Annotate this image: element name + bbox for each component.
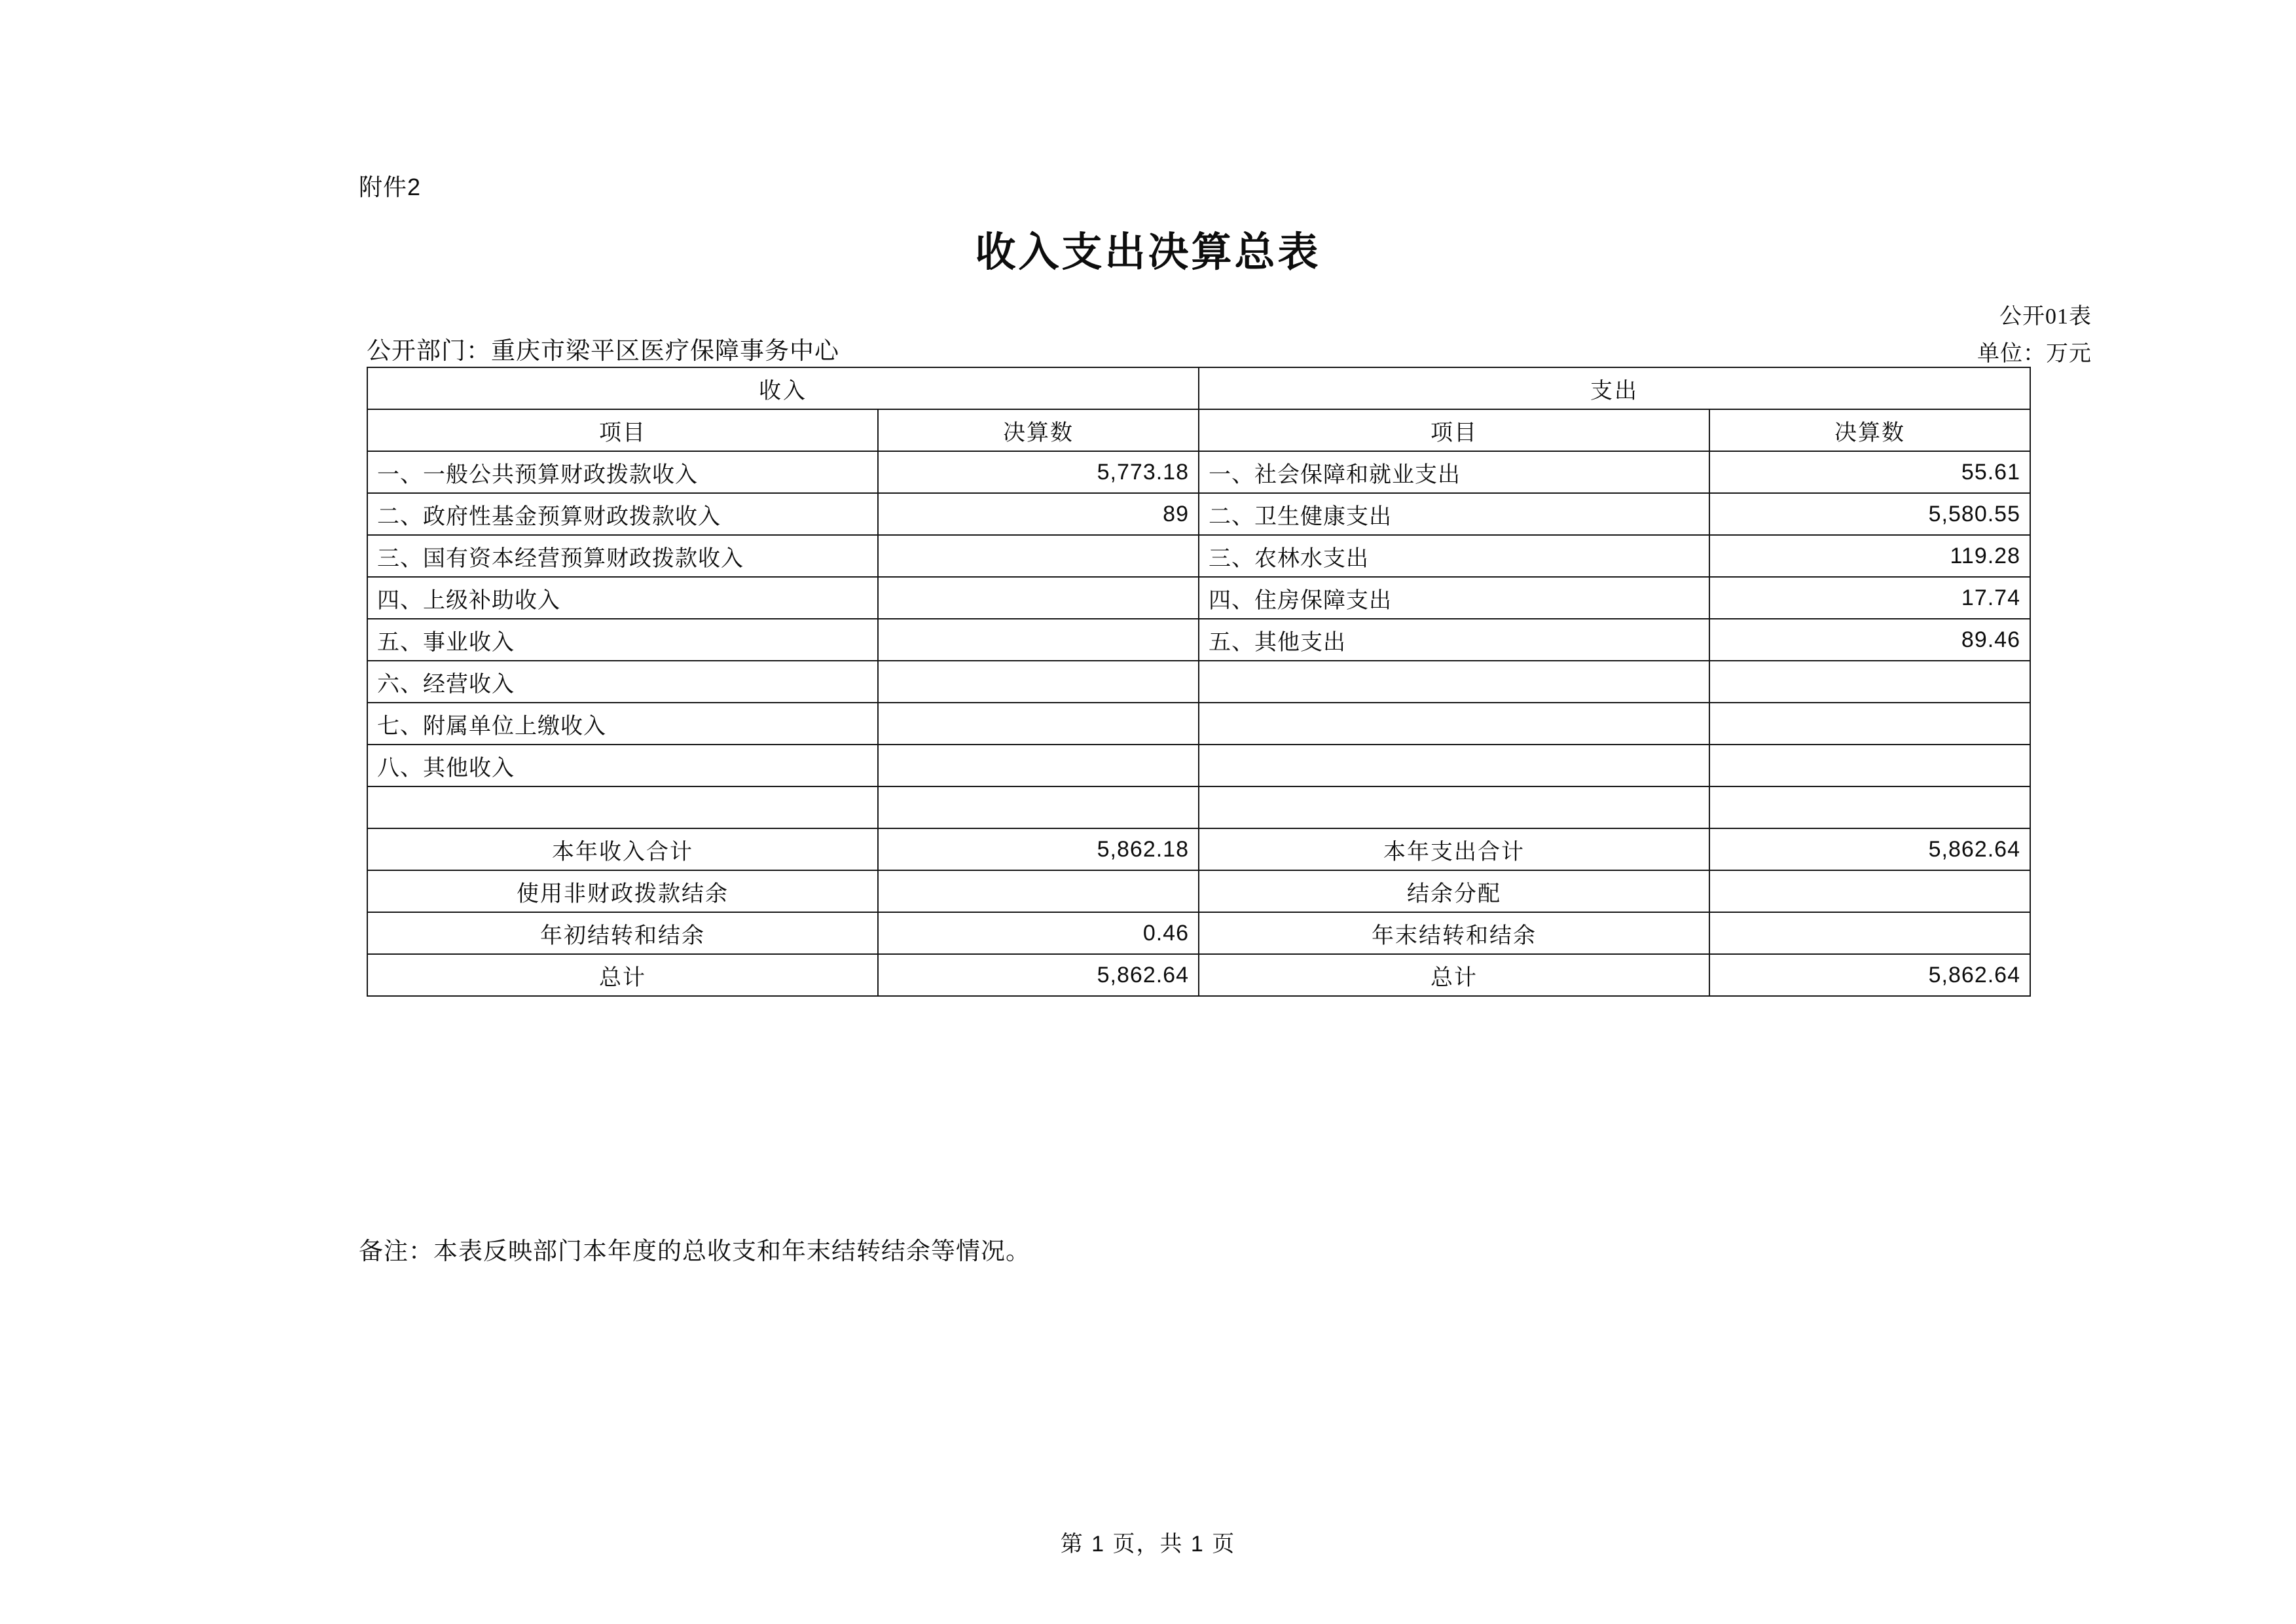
cell-income-item (367, 786, 878, 828)
department-line: 公开部门：重庆市梁平区医疗保障事务中心 (367, 337, 839, 364)
table-row (367, 870, 2030, 912)
cell-income-item: 五、事业收入 (367, 619, 878, 661)
table-row (367, 577, 2030, 619)
attachment-label: 附件2 (359, 174, 422, 200)
column-header-expenditure-item: 项目 (1199, 409, 1709, 451)
table-row (367, 661, 2030, 703)
cell-expenditure-item: 结余分配 (1199, 870, 1709, 912)
budget-table (367, 367, 2031, 997)
cell-income-item: 八、其他收入 (367, 745, 878, 786)
table-row (367, 786, 2030, 828)
column-header-income-item: 项目 (367, 409, 878, 451)
cell-expenditure-item: 本年支出合计 (1199, 828, 1709, 870)
table-row (367, 745, 2030, 786)
cell-income-value (878, 577, 1199, 619)
cell-expenditure-item: 四、住房保障支出 (1199, 577, 1709, 619)
cell-expenditure-value (1709, 870, 2030, 912)
table-row (367, 703, 2030, 745)
group-header-income: 收入 (367, 367, 1199, 409)
table-row (367, 828, 2030, 870)
cell-expenditure-item: 三、农林水支出 (1199, 535, 1709, 577)
cell-expenditure-value: 5,862.64 (1709, 828, 2030, 870)
cell-income-item: 使用非财政拨款结余 (367, 870, 878, 912)
cell-income-item: 四、上级补助收入 (367, 577, 878, 619)
column-header-income-value: 决算数 (878, 409, 1199, 451)
remark-text: 备注：本表反映部门本年度的总收支和年末结转结余等情况。 (359, 1238, 1030, 1264)
table-group-header-row (367, 367, 2030, 409)
cell-expenditure-value (1709, 703, 2030, 745)
cell-income-value (878, 703, 1199, 745)
group-header-expenditure: 支出 (1199, 367, 2030, 409)
cell-expenditure-item: 一、社会保障和就业支出 (1199, 451, 1709, 493)
cell-income-value (878, 535, 1199, 577)
cell-expenditure-value (1709, 912, 2030, 954)
cell-expenditure-value: 5,580.55 (1709, 493, 2030, 535)
cell-expenditure-item (1199, 786, 1709, 828)
column-header-expenditure-value: 决算数 (1709, 409, 2030, 451)
table-row (367, 954, 2030, 996)
cell-income-item: 三、国有资本经营预算财政拨款收入 (367, 535, 878, 577)
cell-expenditure-item: 五、其他支出 (1199, 619, 1709, 661)
cell-income-item: 七、附属单位上缴收入 (367, 703, 878, 745)
cell-expenditure-value: 89.46 (1709, 619, 2030, 661)
cell-expenditure-item (1199, 745, 1709, 786)
sheet-code-label: 公开01表 (1999, 304, 2092, 329)
cell-expenditure-item: 总计 (1199, 954, 1709, 996)
cell-expenditure-item (1199, 661, 1709, 703)
cell-income-item: 二、政府性基金预算财政拨款收入 (367, 493, 878, 535)
page-footer: 第 1 页，共 1 页 (1060, 1532, 1236, 1557)
cell-income-value: 89 (878, 493, 1199, 535)
cell-expenditure-value (1709, 661, 2030, 703)
cell-expenditure-value: 17.74 (1709, 577, 2030, 619)
cell-income-value: 5,773.18 (878, 451, 1199, 493)
cell-income-value (878, 619, 1199, 661)
cell-expenditure-value: 119.28 (1709, 535, 2030, 577)
cell-income-value (878, 786, 1199, 828)
unit-label: 单位：万元 (1977, 342, 2092, 366)
cell-expenditure-item (1199, 703, 1709, 745)
cell-expenditure-value (1709, 786, 2030, 828)
table-row (367, 619, 2030, 661)
cell-expenditure-value: 55.61 (1709, 451, 2030, 493)
table-row (367, 535, 2030, 577)
cell-income-value: 0.46 (878, 912, 1199, 954)
cell-income-item: 六、经营收入 (367, 661, 878, 703)
cell-income-value (878, 661, 1199, 703)
table-column-header-row (367, 409, 2030, 451)
table-row (367, 912, 2030, 954)
table-row (367, 493, 2030, 535)
cell-income-item: 总计 (367, 954, 878, 996)
page-title: 收入支出决算总表 (975, 230, 1321, 275)
cell-income-item: 年初结转和结余 (367, 912, 878, 954)
cell-expenditure-value: 5,862.64 (1709, 954, 2030, 996)
cell-expenditure-item: 年末结转和结余 (1199, 912, 1709, 954)
cell-income-value: 5,862.64 (878, 954, 1199, 996)
cell-income-item: 一、一般公共预算财政拨款收入 (367, 451, 878, 493)
table-row (367, 451, 2030, 493)
cell-income-item: 本年收入合计 (367, 828, 878, 870)
cell-income-value: 5,862.18 (878, 828, 1199, 870)
cell-income-value (878, 745, 1199, 786)
cell-expenditure-value (1709, 745, 2030, 786)
cell-expenditure-item: 二、卫生健康支出 (1199, 493, 1709, 535)
cell-income-value (878, 870, 1199, 912)
